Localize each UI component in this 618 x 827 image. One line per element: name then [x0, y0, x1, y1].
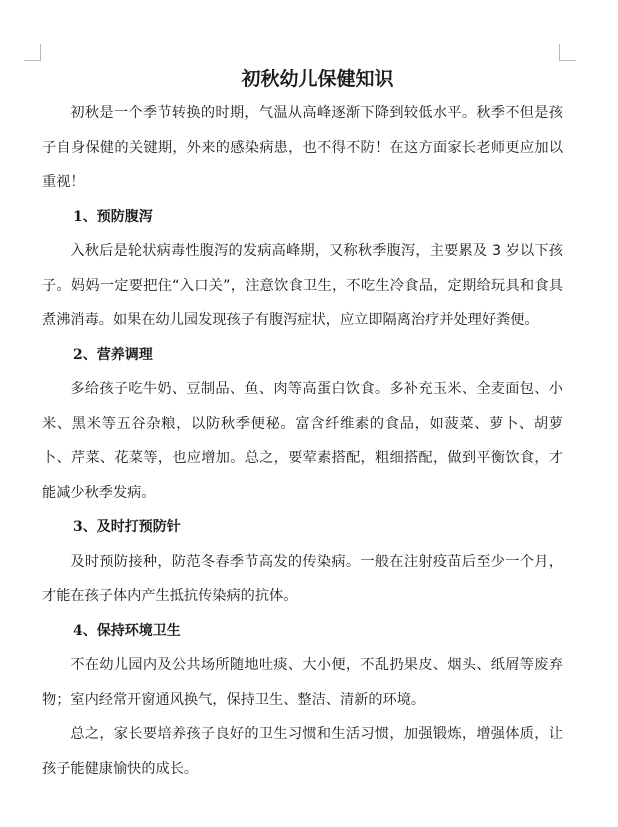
document-title: 初秋幼儿保健知识 [241, 68, 394, 90]
section-body-diarrhea: 入秋后是轮状病毒性腹泻的发病高峰期，又称秋季腹泻，主要累及 3 岁以下孩子。妈妈一定要把住“入口关”，注意饮食卫生，不吃生冷食品，定期给玩具和食具煮沸消毒。如果在幼儿园发现孩子有腹泻症状，应立即隔离治疗并处理好粪便。 [42, 243, 563, 328]
page-corner-mark-top-right [559, 44, 576, 61]
section-heading-vaccination: 3、及时打预防针 [73, 519, 181, 535]
conclusion-paragraph: 总之，家长要培养孩子良好的卫生习惯和生活习惯，加强锻炼，增强体质，让孩子能健康愉快的成长。 [42, 726, 563, 777]
section-heading-hygiene: 4、保持环境卫生 [73, 622, 181, 639]
page-corner-mark-top-left [24, 44, 41, 61]
section-heading-diarrhea: 1、预防腹泻 [73, 208, 153, 225]
section-body-hygiene: 不在幼儿园内及公共场所随地吐痰、大小便，不乱扔果皮、烟头、纸屑等废弃物；室内经常开窗通风换气，保持卫生、整洁、清新的环境。 [42, 657, 563, 708]
intro-paragraph: 初秋是一个季节转换的时期，气温从高峰逐渐下降到较低水平。秋季不但是孩子自身保健的关键期，外来的感染病患，也不得不防！在这方面家长老师更应加以重视！ [42, 105, 563, 190]
section-body-vaccination: 及时预防接种，防范冬春季节高发的传染病。一般在注射疫苗后至少一个月，才能在孩子体内产生抵抗传染病的抗体。 [42, 553, 563, 604]
section-heading-nutrition: 2、营养调理 [73, 346, 153, 363]
section-body-nutrition: 多给孩子吃牛奶、豆制品、鱼、肉等高蛋白饮食。多补充玉米、全麦面包、小米、黑米等五谷杂粮，以防秋季便秘。富含纤维素的食品，如菠菜、萝卜、胡萝卜、芹菜、花菜等，也应增加。总之，要荤素搭配，粗细搭配，做到平衡饮食，才能减少秋季发病。 [42, 381, 563, 501]
document-page [42, 62, 563, 786]
